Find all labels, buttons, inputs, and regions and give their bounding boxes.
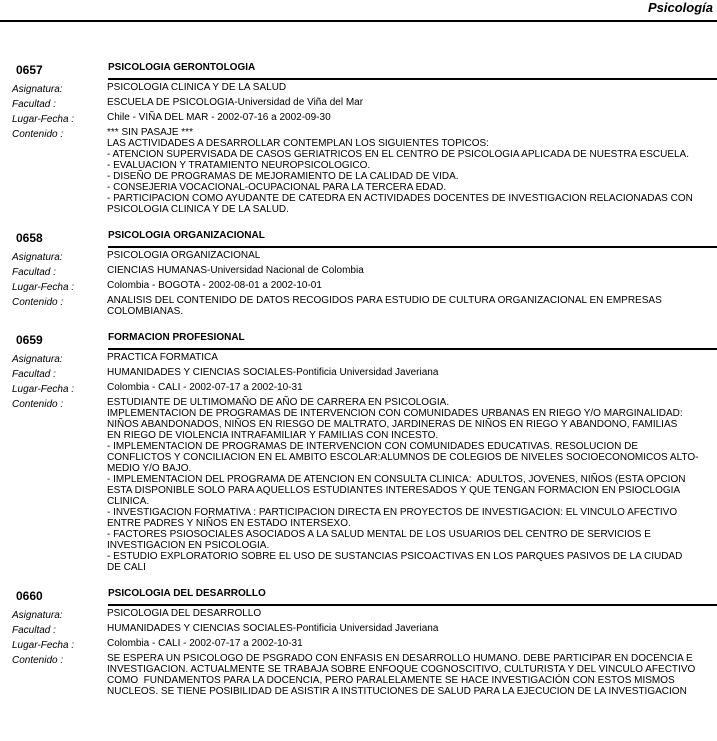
contenido-row — [0, 653, 717, 697]
asignatura-row — [0, 250, 717, 261]
facultad-label: Facultad : — [12, 99, 56, 110]
contenido-line: - ESTUDIO EXPLORATORIO SOBRE EL USO DE SUSTANCIAS PSICOACTIVAS EN LOS PARQUES PASIVOS DE LA CIUDAD — [107, 551, 683, 562]
entry-0659 — [0, 330, 717, 573]
contenido-line: NIÑOS ABANDONADOS, NIÑOS EN RIESGO DE MALTRATO, JARDINERAS DE NIÑOS EN RIEGO Y ABANDONO, FAMILIAS — [107, 419, 678, 430]
contenido-line: CONFLICTOS Y CONCILIACION EN EL AMBITO ESCOLAR:ALUMNOS DE COLEGIOS DE NIVELES SOCIOECONOMICOS ALTO- — [107, 452, 699, 463]
entry-code: 0659 — [16, 333, 43, 347]
contenido-line: NUCLEOS. SE TIENE POSIBILIDAD DE ASISTIR A INSTITUCIONES DE SALUD PARA LA EJECUCION DE LA INVESTIGACION — [107, 686, 687, 697]
facultad-row — [0, 623, 717, 634]
entry-header — [0, 586, 717, 608]
facultad-row — [0, 367, 717, 378]
lugar-fecha-label: Lugar-Fecha : — [12, 384, 75, 395]
lugar-fecha-row — [0, 382, 717, 393]
asignatura-row — [0, 82, 717, 93]
facultad-value: HUMANIDADES Y CIENCIAS SOCIALES-Pontificia Universidad Javeriana — [107, 623, 439, 634]
entry-header — [0, 60, 717, 82]
contenido-line: - EVALUACION Y TRATAMIENTO NEUROPSICOLOGICO. — [107, 160, 371, 171]
lugar-fecha-value: Colombia - BOGOTA - 2002-08-01 a 2002-10-01 — [107, 280, 322, 291]
facultad-value: HUMANIDADES Y CIENCIAS SOCIALES-Pontificia Universidad Javeriana — [107, 367, 439, 378]
lugar-fecha-row — [0, 112, 717, 123]
contenido-line: - CONSEJERIA VOCACIONAL-OCUPACIONAL PARA LA TERCERA EDAD. — [107, 182, 447, 193]
contenido-line: ESTUDIANTE DE ULTIMOMAÑO DE AÑO DE CARRERA EN PSICOLOGIA. — [107, 397, 450, 408]
entry-0658 — [0, 228, 717, 317]
contenido-line: MEDIO Y/O BAJO. — [107, 463, 192, 474]
entry-header — [0, 330, 717, 352]
facultad-label: Facultad : — [12, 267, 56, 278]
entry-title: PSICOLOGIA DEL DESARROLLO — [108, 588, 266, 599]
entry-rule — [108, 246, 717, 248]
asignatura-label: Asignatura: — [12, 354, 63, 365]
entries-list — [0, 60, 717, 710]
contenido-line: ANALISIS DEL CONTENIDO DE DATOS RECOGIDOS PARA ESTUDIO DE CULTURA ORGANIZACIONAL EN EMPRESAS — [107, 295, 662, 306]
asignatura-label: Asignatura: — [12, 84, 63, 95]
contenido-label: Contenido : — [12, 655, 64, 666]
asignatura-label: Asignatura: — [12, 610, 63, 621]
contenido-line: CLINICA. — [107, 496, 150, 507]
contenido-line: - ATENCION SUPERVISADA DE CASOS GERIATRICOS EN EL CENTRO DE PSICOLOGIA APLICADA DE NUESTRA ESCUELA. — [107, 149, 690, 160]
asignatura-value: PRACTICA FORMATICA — [107, 352, 218, 363]
lugar-fecha-label: Lugar-Fecha : — [12, 114, 75, 125]
contenido-line: SE ESPERA UN PSICOLOGO DE PSGRADO CON ENFASIS EN DESARROLLO HUMANO. DEBE PARTICIPAR EN DOCENCIA E — [107, 653, 693, 664]
contenido-line: - FACTORES PSIOSOCIALES ASOCIADOS A LA SALUD MENTAL DE LOS USUARIOS DEL CENTRO DE SERVICIOS E — [107, 529, 651, 540]
facultad-value: CIENCIAS HUMANAS-Universidad Nacional de Colombia — [107, 265, 364, 276]
entry-header — [0, 228, 717, 250]
entry-rule — [108, 348, 717, 350]
facultad-label: Facultad : — [12, 625, 56, 636]
contenido-line: PSICOLOGIA CLINICA Y DE LA SALUD. — [107, 204, 289, 215]
lugar-fecha-value: Colombia - CALI - 2002-07-17 a 2002-10-31 — [107, 382, 303, 393]
contenido-line: - DISEÑO DE PROGRAMAS DE MEJORAMIENTO DE LA CALIDAD DE VIDA. — [107, 171, 459, 182]
contenido-value — [107, 295, 711, 317]
lugar-fecha-row — [0, 638, 717, 649]
contenido-line: COMO FUNDAMENTOS PARA LA DOCENCIA, PERO PARALELAMENTE SE HACE INVESTIGACIÓN CON ESTOS MISMOS — [107, 675, 675, 686]
contenido-line: INVESTIGACION EN PSICOLOGIA. — [107, 540, 270, 551]
contenido-label: Contenido : — [12, 297, 64, 308]
contenido-label: Contenido : — [12, 129, 64, 140]
contenido-line: ENTRE PADRES Y NIÑOS EN ESTADO INTERSEXO. — [107, 518, 351, 529]
facultad-row — [0, 97, 717, 108]
contenido-row — [0, 127, 717, 215]
contenido-line: INVESTIGACION. ACTUALMENTE SE TRABAJA SOBRE ENFOQUE COGNOSCITIVO, CULTURISTA Y DEL VINCULO AFECTIVO — [107, 664, 696, 675]
contenido-row — [0, 397, 717, 573]
contenido-line: - IMPLEMENTACION DE PROGRAMAS DE INTERVENCION CON COMUNIDADES EDUCATIVAS. RESOLUCION DE — [107, 441, 638, 452]
contenido-line: IMPLEMENTACION DE PROGRAMAS DE INTERVENCION CON COMUNIDADES URBANAS EN RIEGO Y/O MARGINALIDAD: — [107, 408, 683, 419]
lugar-fecha-value: Chile - VIÑA DEL MAR - 2002-07-16 a 2002-09-30 — [107, 112, 331, 123]
entry-0660 — [0, 586, 717, 697]
entry-code: 0660 — [16, 589, 43, 603]
entry-rule — [108, 604, 717, 606]
contenido-value — [107, 127, 711, 215]
contenido-line: DE CALI — [107, 562, 146, 573]
contenido-line: - IMPLEMENTACION DEL PROGRAMA DE ATENCION EN CONSULTA CLINICA: ADULTOS, JOVENES, NIÑOS (ESTA OPCION — [107, 474, 686, 485]
contenido-line: - INVESTIGACION FORMATIVA : PARTICIPACION DIRECTA EN PROYECTOS DE INVESTIGACION: EL VINCULO AFECTIVO — [107, 507, 678, 518]
facultad-row — [0, 265, 717, 276]
contenido-label: Contenido : — [12, 399, 64, 410]
facultad-label: Facultad : — [12, 369, 56, 380]
contenido-line: *** SIN PASAJE *** — [107, 127, 193, 138]
entry-code: 0657 — [16, 63, 43, 77]
facultad-value: ESCUELA DE PSICOLOGIA-Universidad de Viña del Mar — [107, 97, 364, 108]
entry-title: PSICOLOGIA GERONTOLOGIA — [108, 62, 256, 73]
contenido-line: ESTA DISPONIBLE SOLO PARA AQUELLOS ESTUDIANTES INTERESADOS Y QUE TENGAN FORMACION EN PSIOCLOGIA — [107, 485, 681, 496]
asignatura-row — [0, 608, 717, 619]
asignatura-value: PSICOLOGIA ORGANIZACIONAL — [107, 250, 261, 261]
asignatura-value: PSICOLOGIA CLINICA Y DE LA SALUD — [107, 82, 287, 93]
contenido-value — [107, 653, 711, 697]
contenido-row — [0, 295, 717, 317]
asignatura-row — [0, 352, 717, 363]
lugar-fecha-label: Lugar-Fecha : — [12, 640, 75, 651]
lugar-fecha-value: Colombia - CALI - 2002-07-17 a 2002-10-31 — [107, 638, 303, 649]
entry-0657 — [0, 60, 717, 215]
lugar-fecha-row — [0, 280, 717, 291]
entry-title: FORMACION PROFESIONAL — [108, 332, 245, 343]
contenido-line: LAS ACTIVIDADES A DESARROLLAR CONTEMPLAN LOS SIGUIENTES TOPICOS: — [107, 138, 489, 149]
entry-code: 0658 — [16, 231, 43, 245]
entry-title: PSICOLOGIA ORGANIZACIONAL — [108, 230, 265, 241]
asignatura-value: PSICOLOGIA DEL DESARROLLO — [107, 608, 262, 619]
contenido-value — [107, 397, 711, 573]
lugar-fecha-label: Lugar-Fecha : — [12, 282, 75, 293]
contenido-line: COLOMBIANAS. — [107, 306, 184, 317]
entry-rule — [108, 78, 717, 80]
asignatura-label: Asignatura: — [12, 252, 63, 263]
contenido-line: - PARTICIPACION COMO AYUDANTE DE CATEDRA EN ACTIVIDADES DOCENTES DE INVESTIGACION RELACIONADAS CON — [107, 193, 693, 204]
header-rule — [0, 20, 717, 22]
page-title: Psicología — [647, 0, 713, 15]
contenido-line: EN RIEGO DE VIOLENCIA INTRAFAMILIAR Y FAMILIAS CON INCESTO. — [107, 430, 439, 441]
